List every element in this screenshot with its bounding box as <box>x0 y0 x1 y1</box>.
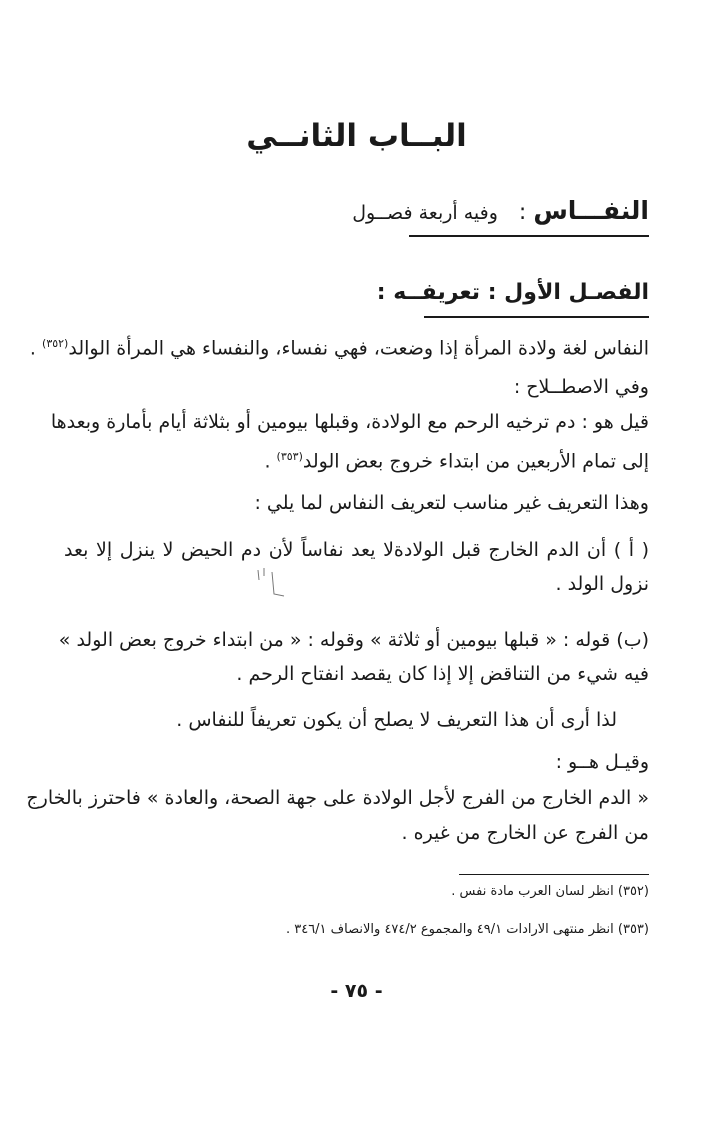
paragraph-line: وقيـل هــو : <box>555 751 649 773</box>
paragraph-line: من الفرج عن الخارج من غيره . <box>401 822 649 844</box>
paragraph-line <box>264 443 649 475</box>
paragraph-line: فيه شيء من التناقض إلا إذا كان يقصد انفتاح الرحم . <box>236 663 649 685</box>
footnote-item: (٣٥٣) انظر منتهى الارادات ٤٩/١ والمجموع ٤٧٤/٢ والانصاف ٣٤٦/١ . <box>285 922 649 937</box>
paragraph-line: لذا أرى أن هذا التعريف لا يصلح أن يكون تعريفاً للنفاس . <box>176 709 617 731</box>
paragraph-end: . <box>29 337 36 360</box>
paragraph-line: ( أ ) أن الدم الخارج قبل الولادةلا يعد نفاساً لأن دم الحيض لا ينزل إلا بعد <box>64 539 649 561</box>
paragraph-line: « الدم الخارج من الفرج لأجل الولادة على جهة الصحة، والعادة » فاحترز بالخارج <box>26 787 649 809</box>
section-separator: : <box>518 200 527 225</box>
footnote-separator <box>459 874 649 875</box>
section-description: وفيه أربعة فصــول <box>352 202 498 224</box>
footnote-ref: (٣٥٣) <box>276 450 303 463</box>
paragraph-line <box>30 330 649 362</box>
subsection-underline <box>424 316 649 318</box>
paragraph-line: نزول الولد . <box>555 573 649 595</box>
section-underline <box>409 235 649 237</box>
section-key: النفـــاس <box>533 196 649 225</box>
footnote-ref: (٣٥٢) <box>42 337 69 350</box>
paragraph-end: . <box>264 450 271 473</box>
chapter-title: البــاب الثانــي <box>246 118 467 154</box>
paragraph-line: وفي الاصطــلاح : <box>513 376 649 398</box>
section-heading <box>352 196 649 225</box>
paragraph-text: إلى تمام الأربعين من ابتداء خروج بعض الولد <box>302 450 649 473</box>
paragraph-line: قيل هو : دم ترخيه الرحم مع الولادة، وقبلها بيومين أو بثلاثة أيام بأمارة وبعدها <box>50 411 649 433</box>
subsection-heading: الفصـل الأول : تعريفــه : <box>376 280 649 305</box>
paragraph-text: النفاس لغة ولادة المرأة إذا وضعت، فهي نفساء، والنفساء هي المرأة الوالد <box>68 337 649 360</box>
stray-pencil-mark <box>252 566 286 600</box>
paragraph-line: (ب) قوله : « قبلها بيومين أو ثلاثة » وقوله : « من ابتداء خروج بعض الولد » <box>58 629 649 651</box>
paragraph-line: وهذا التعريف غير مناسب لتعريف النفاس لما يلي : <box>254 492 649 514</box>
page-number: - ٧٥ - <box>330 980 383 1002</box>
footnote-item: (٣٥٢) انظر لسان العرب مادة نفس . <box>451 884 649 899</box>
